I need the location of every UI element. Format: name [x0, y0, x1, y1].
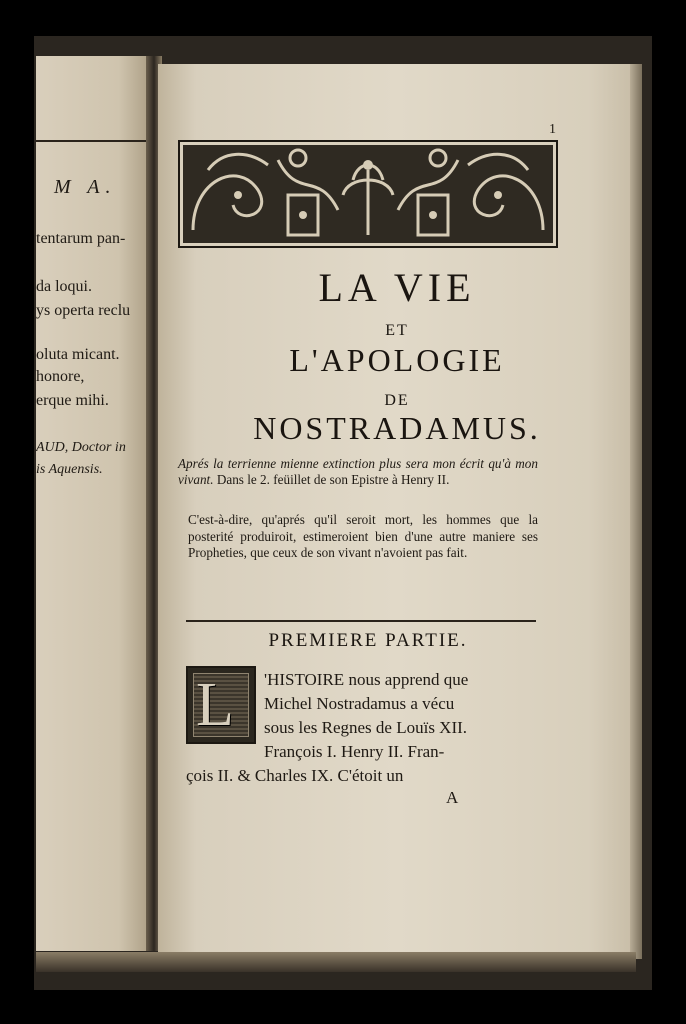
body-line: Michel Nostradamus a vécu: [264, 694, 455, 713]
left-page-line: da loqui.: [36, 278, 92, 295]
drop-cap-letter: L: [196, 671, 234, 739]
left-page-line: is Aquensis.: [36, 462, 103, 477]
explanation-paragraph: C'est-à-dire, qu'aprés qu'il seroit mort, les hommes que la posterité produiroit, estimeroient bien d'une autre maniere ses Propheties, que ceux de son vivant n'avoient pas fait.: [188, 512, 538, 560]
page-edge: [630, 64, 642, 959]
title-line-3: L'APOLOGIE: [289, 342, 505, 378]
section-heading: PREMIERE PARTIE.: [268, 630, 468, 651]
left-page: [36, 56, 154, 951]
body-line: 'HISTOIRE nous apprend que: [264, 670, 469, 689]
right-page: [158, 64, 636, 954]
epigraph-source: Dans le 2. feüillet de son Epistre à Henry II.: [216, 472, 450, 487]
body-line: François I. Henry II. Fran-: [264, 742, 445, 761]
left-page-rule: [36, 140, 148, 142]
drop-cap: [186, 666, 256, 744]
left-page-line: honore,: [36, 368, 85, 385]
epigraph: [178, 456, 538, 488]
body-line: sous les Regnes de Louïs XII.: [264, 718, 468, 737]
epigraph-italic: Aprés la terrienne mienne extinction plus sera mon écrit qu'à mon vivant.: [178, 456, 538, 487]
left-page-line: erque mihi.: [36, 392, 109, 409]
catchword: A: [446, 788, 459, 807]
left-page-line: ys operta reclu: [36, 302, 131, 319]
title-line-5: NOSTRADAMUS.: [253, 410, 541, 446]
title-line-4: DE: [384, 392, 410, 409]
section-rule: [186, 620, 536, 622]
page-number: 1: [549, 122, 556, 137]
title-line-1: LA VIE: [318, 265, 476, 310]
left-page-line: M A.: [54, 176, 117, 198]
title-line-2: ET: [385, 322, 409, 339]
book-bottom-edge: [36, 952, 636, 972]
left-page-line: oluta micant.: [36, 346, 120, 363]
headpiece-ornament: [178, 140, 558, 248]
left-page-line: AUD, Doctor in: [36, 440, 126, 455]
left-page-line: tentarum pan-: [36, 230, 126, 247]
body-line: çois II. & Charles IX. C'étoit un: [186, 766, 404, 785]
